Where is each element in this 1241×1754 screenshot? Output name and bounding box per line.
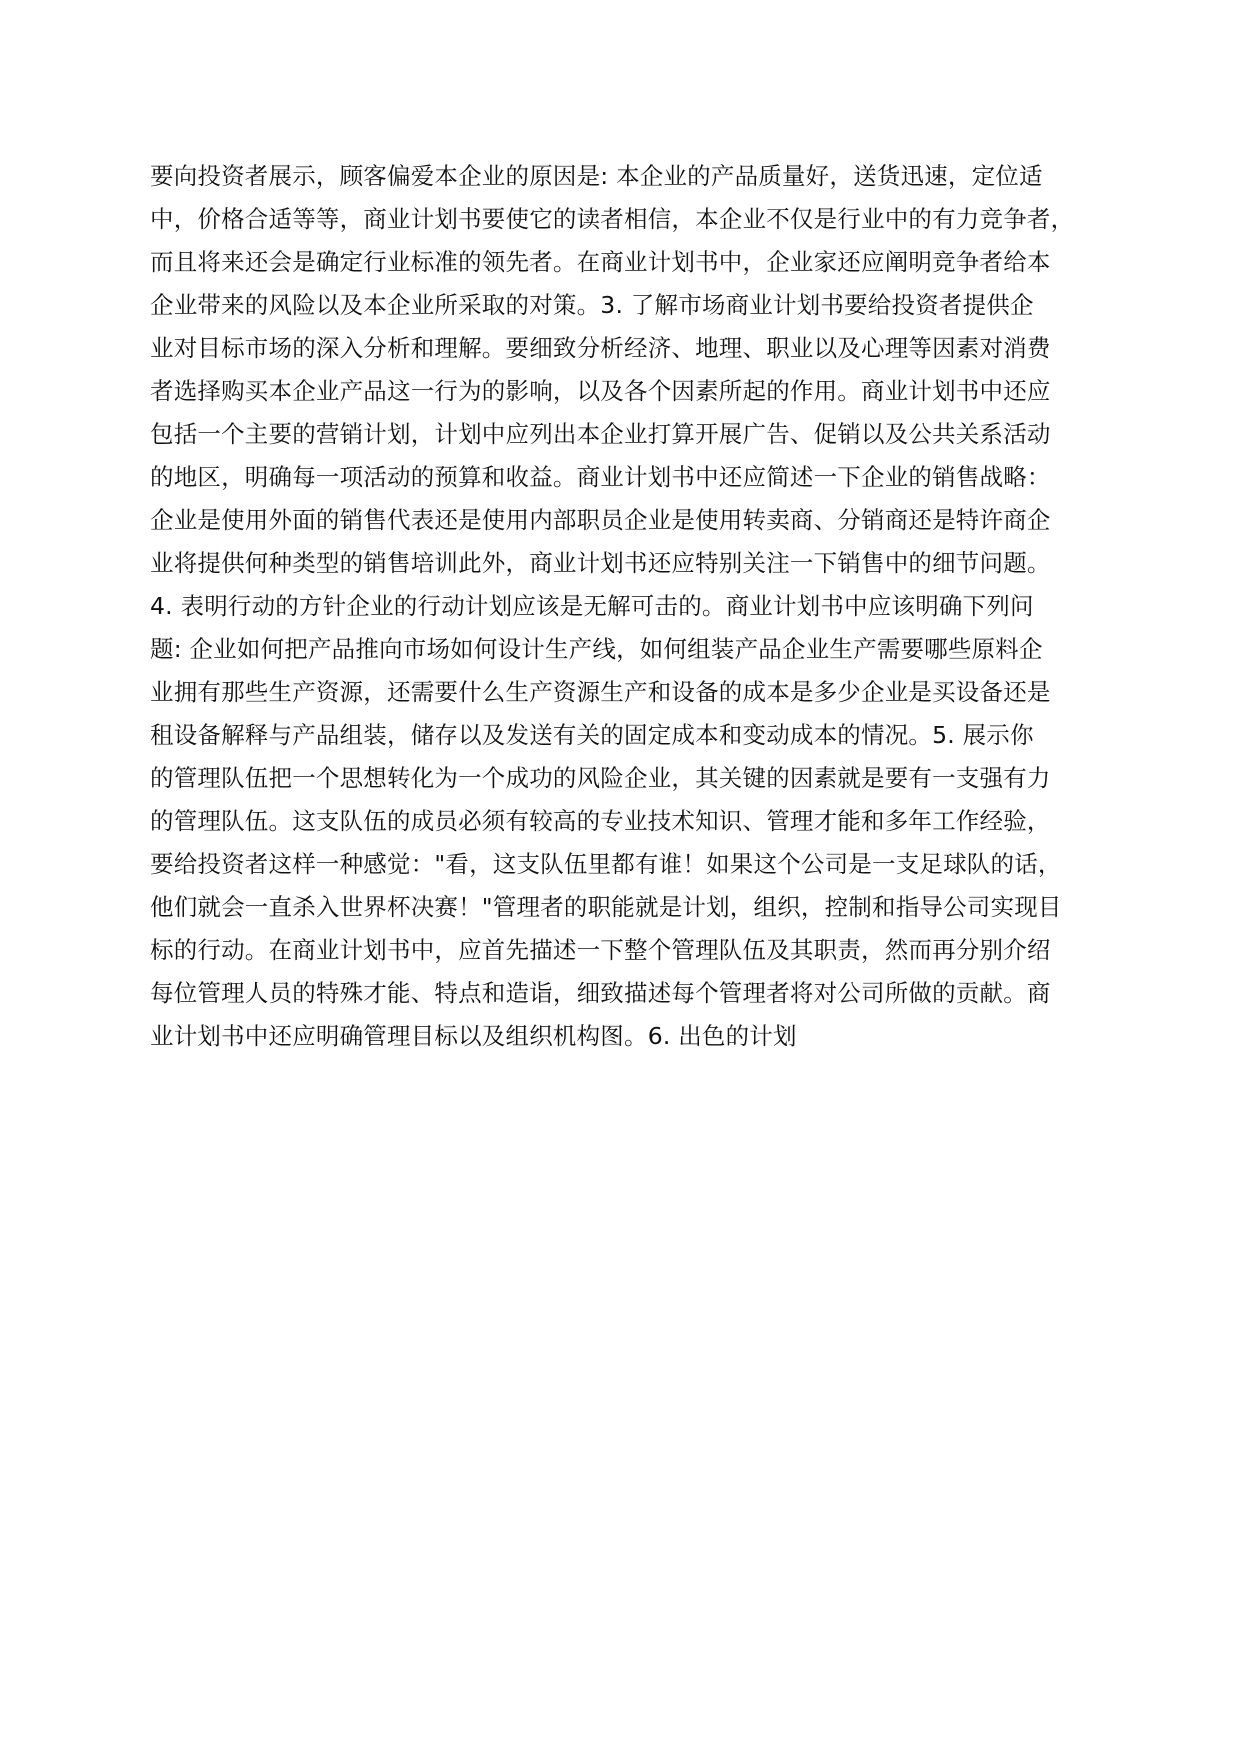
text-line: 中，价格合适等等，商业计划书要使它的读者相信，本企业不仅是行业中的有力竞争者，: [150, 205, 1075, 233]
text-line: 企业是使用外面的销售代表还是使用内部职员企业是使用转卖商、分销商还是特许商企: [150, 506, 1051, 534]
text-line: 要向投资者展示，顾客偏爱本企业的原因是: 本企业的产品质量好，送货迅速，定位适: [150, 162, 1043, 190]
text-line: 企业带来的风险以及本企业所采取的对策。3. 了解市场商业计划书要给投资者提供企: [150, 291, 1034, 319]
text-line: 者选择购买本企业产品这一行为的影响，以及各个因素所起的作用。商业计划书中还应: [150, 377, 1051, 405]
text-line: 而且将来还会是确定行业标准的领先者。在商业计划书中，企业家还应阐明竞争者给本: [150, 248, 1051, 276]
text-line: 题: 企业如何把产品推向市场如何设计生产线，如何组装产品企业生产需要哪些原料企: [150, 635, 1043, 663]
text-line: 业拥有那些生产资源，还需要什么生产资源生产和设备的成本是多少企业是买设备还是: [150, 678, 1051, 706]
body-text: [150, 155, 1110, 1058]
text-line: 的管理队伍。这支队伍的成员必须有较高的专业技术知识、管理才能和多年工作经验，: [150, 807, 1051, 835]
text-line: 4. 表明行动的方针企业的行动计划应该是无解可击的。商业计划书中应该明确下列问: [150, 592, 1034, 620]
text-line: 业将提供何种类型的销售培训此外，商业计划书还应特别关注一下销售中的细节问题。: [150, 549, 1051, 577]
text-line: 的地区，明确每一项活动的预算和收益。商业计划书中还应简述一下企业的销售战略：: [150, 463, 1051, 491]
text-line: 他们就会一直杀入世界杯决赛！"管理者的职能就是计划，组织，控制和指导公司实现目: [150, 893, 1062, 921]
text-line: 业对目标市场的深入分析和理解。要细致分析经济、地理、职业以及心理等因素对消费: [150, 334, 1051, 362]
text-line: 业计划书中还应明确管理目标以及组织机构图。6. 出色的计划: [150, 1022, 797, 1050]
text-line: 包括一个主要的营销计划，计划中应列出本企业打算开展广告、促销以及公共关系活动: [150, 420, 1051, 448]
text-line: 标的行动。在商业计划书中，应首先描述一下整个管理队伍及其职责，然而再分别介绍: [150, 936, 1051, 964]
text-line: 的管理队伍把一个思想转化为一个成功的风险企业，其关键的因素就是要有一支强有力: [150, 764, 1051, 792]
text-line: 要给投资者这样一种感觉："看，这支队伍里都有谁！如果这个公司是一支足球队的话，: [150, 850, 1062, 878]
text-line: 每位管理人员的特殊才能、特点和造诣，细致描述每个管理者将对公司所做的贡献。商: [150, 979, 1051, 1007]
text-line: 租设备解释与产品组装，储存以及发送有关的固定成本和变动成本的情况。5. 展示你: [150, 721, 1034, 749]
